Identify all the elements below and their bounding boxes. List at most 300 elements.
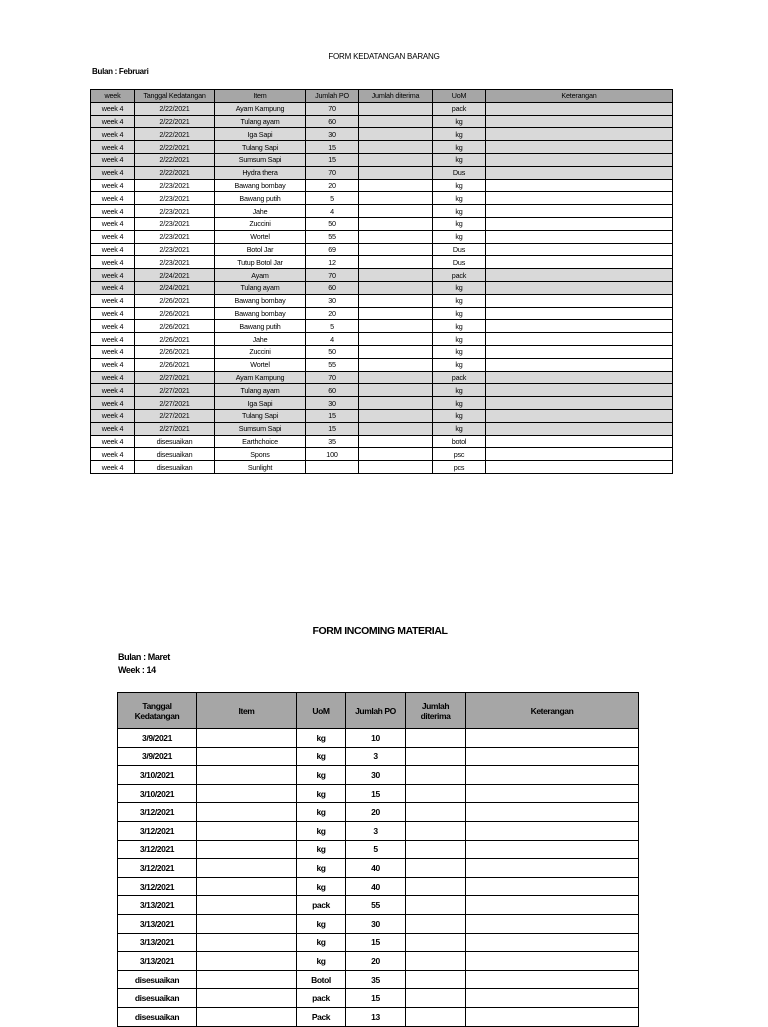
- cell-uom: kg: [433, 217, 486, 230]
- cell-tanggal-kedatangan: disesuaikan: [118, 989, 197, 1008]
- cell-tanggal-kedatangan: 2/22/2021: [135, 153, 215, 166]
- cell-tanggal-kedatangan: 3/10/2021: [118, 766, 197, 785]
- cell-keterangan: [466, 896, 639, 915]
- cell-item: Botol Jar: [215, 243, 306, 256]
- cell-jumlah-po: 15: [346, 784, 406, 803]
- cell-jumlah-diterima: [406, 914, 466, 933]
- table-row: [91, 153, 673, 166]
- table-row: [91, 371, 673, 384]
- cell-uom: kg: [297, 803, 346, 822]
- cell-jumlah-po: 55: [306, 230, 359, 243]
- cell-uom: pack: [297, 989, 346, 1008]
- cell-tanggal-kedatangan: 2/26/2021: [135, 345, 215, 358]
- cell-jumlah-po: 3: [346, 747, 406, 766]
- table-row: [118, 896, 639, 915]
- cell-jumlah-diterima: [359, 115, 433, 128]
- cell-jumlah-po: 60: [306, 384, 359, 397]
- cell-tanggal-kedatangan: disesuaikan: [135, 461, 215, 474]
- cell-week: week 4: [91, 294, 135, 307]
- cell-uom: kg: [297, 729, 346, 748]
- cell-jumlah-diterima: [406, 1007, 466, 1026]
- table-row: [118, 914, 639, 933]
- cell-jumlah-diterima: [359, 281, 433, 294]
- table-row: [91, 422, 673, 435]
- cell-tanggal-kedatangan: 2/24/2021: [135, 281, 215, 294]
- table-row: [91, 115, 673, 128]
- cell-uom: kg: [433, 281, 486, 294]
- table-row: [91, 102, 673, 115]
- form2-title: FORM INCOMING MATERIAL: [312, 625, 448, 637]
- cell-tanggal-kedatangan: 2/23/2021: [135, 179, 215, 192]
- cell-jumlah-diterima: [359, 141, 433, 154]
- form2-header-row: [118, 693, 639, 729]
- header-jumlah-diterima: Jumlah diterima: [359, 90, 433, 103]
- cell-keterangan: [486, 166, 673, 179]
- cell-uom: kg: [433, 115, 486, 128]
- cell-jumlah-po: 15: [306, 422, 359, 435]
- cell-keterangan: [466, 933, 639, 952]
- cell-keterangan: [486, 409, 673, 422]
- cell-tanggal-kedatangan: 3/12/2021: [118, 877, 197, 896]
- cell-uom: kg: [297, 933, 346, 952]
- cell-uom: kg: [297, 766, 346, 785]
- cell-uom: kg: [433, 358, 486, 371]
- cell-week: week 4: [91, 166, 135, 179]
- cell-jumlah-diterima: [359, 461, 433, 474]
- cell-keterangan: [486, 217, 673, 230]
- cell-keterangan: [466, 914, 639, 933]
- cell-jumlah-po: 15: [306, 409, 359, 422]
- cell-jumlah-diterima: [406, 896, 466, 915]
- cell-week: week 4: [91, 256, 135, 269]
- cell-week: week 4: [91, 320, 135, 333]
- cell-item: Tulang ayam: [215, 115, 306, 128]
- cell-tanggal-kedatangan: 3/13/2021: [118, 952, 197, 971]
- cell-jumlah-po: 12: [306, 256, 359, 269]
- table-row: [91, 435, 673, 448]
- cell-tanggal-kedatangan: 3/9/2021: [118, 747, 197, 766]
- cell-jumlah-diterima: [406, 821, 466, 840]
- header-week: week: [91, 90, 135, 103]
- cell-week: week 4: [91, 205, 135, 218]
- cell-uom: psc: [433, 448, 486, 461]
- cell-tanggal-kedatangan: 2/27/2021: [135, 422, 215, 435]
- cell-item: [197, 914, 297, 933]
- cell-uom: kg: [433, 320, 486, 333]
- cell-item: [197, 840, 297, 859]
- cell-week: week 4: [91, 371, 135, 384]
- cell-item: Ayam Kampung: [215, 371, 306, 384]
- table-row: [118, 1007, 639, 1026]
- cell-jumlah-diterima: [406, 766, 466, 785]
- cell-keterangan: [486, 128, 673, 141]
- cell-tanggal-kedatangan: 2/27/2021: [135, 384, 215, 397]
- cell-item: Ayam: [215, 269, 306, 282]
- cell-keterangan: [486, 307, 673, 320]
- cell-item: [197, 859, 297, 878]
- table-row: [118, 784, 639, 803]
- cell-tanggal-kedatangan: disesuaikan: [118, 1007, 197, 1026]
- cell-keterangan: [486, 256, 673, 269]
- cell-tanggal-kedatangan: 2/22/2021: [135, 115, 215, 128]
- cell-tanggal-kedatangan: disesuaikan: [135, 448, 215, 461]
- table-row: [118, 747, 639, 766]
- cell-jumlah-po: 30: [346, 766, 406, 785]
- cell-jumlah-po: 70: [306, 166, 359, 179]
- cell-jumlah-po: 5: [306, 320, 359, 333]
- cell-item: [197, 803, 297, 822]
- cell-jumlah-po: 50: [306, 345, 359, 358]
- cell-item: Sunlight: [215, 461, 306, 474]
- cell-jumlah-po: 50: [306, 217, 359, 230]
- cell-keterangan: [486, 102, 673, 115]
- cell-jumlah-po: 69: [306, 243, 359, 256]
- cell-tanggal-kedatangan: 2/27/2021: [135, 409, 215, 422]
- cell-keterangan: [486, 333, 673, 346]
- cell-tanggal-kedatangan: 2/26/2021: [135, 358, 215, 371]
- cell-keterangan: [486, 179, 673, 192]
- cell-uom: pack: [433, 371, 486, 384]
- cell-jumlah-po: 3: [346, 821, 406, 840]
- cell-tanggal-kedatangan: 2/23/2021: [135, 243, 215, 256]
- cell-jumlah-po: 20: [346, 952, 406, 971]
- cell-item: Sumsum Sapi: [215, 422, 306, 435]
- table-row: [118, 989, 639, 1008]
- cell-tanggal-kedatangan: 2/23/2021: [135, 192, 215, 205]
- cell-jumlah-po: 70: [306, 371, 359, 384]
- cell-jumlah-diterima: [359, 243, 433, 256]
- cell-keterangan: [486, 192, 673, 205]
- cell-week: week 4: [91, 128, 135, 141]
- cell-item: [197, 952, 297, 971]
- cell-jumlah-po: 100: [306, 448, 359, 461]
- cell-uom: Dus: [433, 166, 486, 179]
- table-row: [118, 970, 639, 989]
- cell-uom: Dus: [433, 243, 486, 256]
- cell-item: [197, 784, 297, 803]
- cell-uom: kg: [433, 345, 486, 358]
- cell-jumlah-po: 35: [346, 970, 406, 989]
- cell-jumlah-po: 20: [306, 179, 359, 192]
- header-keterangan: Keterangan: [486, 90, 673, 103]
- cell-jumlah-po: 55: [306, 358, 359, 371]
- cell-uom: kg: [433, 307, 486, 320]
- cell-keterangan: [466, 821, 639, 840]
- cell-jumlah-diterima: [359, 205, 433, 218]
- table-row: [91, 307, 673, 320]
- table-row: [118, 821, 639, 840]
- cell-jumlah-diterima: [359, 294, 433, 307]
- cell-jumlah-diterima: [406, 729, 466, 748]
- cell-tanggal-kedatangan: 3/12/2021: [118, 803, 197, 822]
- form1-title: FORM KEDATANGAN BARANG: [328, 52, 440, 61]
- header-jumlah-diterima: Jumlah diterima: [406, 693, 466, 729]
- cell-item: [197, 933, 297, 952]
- cell-item: Wortel: [215, 230, 306, 243]
- cell-item: Bawang putih: [215, 192, 306, 205]
- header-jumlah-po: Jumlah PO: [346, 693, 406, 729]
- header-jumlah-po: Jumlah PO: [306, 90, 359, 103]
- cell-item: Tulang Sapi: [215, 409, 306, 422]
- cell-tanggal-kedatangan: 2/23/2021: [135, 256, 215, 269]
- cell-uom: pack: [433, 269, 486, 282]
- cell-jumlah-diterima: [359, 217, 433, 230]
- cell-jumlah-diterima: [359, 153, 433, 166]
- cell-keterangan: [466, 970, 639, 989]
- cell-keterangan: [486, 243, 673, 256]
- form1-table: [90, 89, 673, 474]
- cell-jumlah-diterima: [406, 803, 466, 822]
- form1-header-row: [91, 90, 673, 103]
- cell-keterangan: [466, 784, 639, 803]
- cell-item: [197, 970, 297, 989]
- cell-jumlah-diterima: [359, 192, 433, 205]
- cell-uom: kg: [433, 141, 486, 154]
- cell-tanggal-kedatangan: disesuaikan: [118, 970, 197, 989]
- cell-jumlah-po: 4: [306, 333, 359, 346]
- cell-tanggal-kedatangan: 2/26/2021: [135, 320, 215, 333]
- cell-tanggal-kedatangan: 2/22/2021: [135, 141, 215, 154]
- header-item: Item: [197, 693, 297, 729]
- cell-keterangan: [466, 747, 639, 766]
- cell-jumlah-po: 4: [306, 205, 359, 218]
- cell-uom: kg: [433, 397, 486, 410]
- cell-tanggal-kedatangan: 3/9/2021: [118, 729, 197, 748]
- cell-jumlah-diterima: [359, 345, 433, 358]
- cell-jumlah-diterima: [359, 128, 433, 141]
- cell-uom: kg: [433, 230, 486, 243]
- table-row: [91, 166, 673, 179]
- cell-week: week 4: [91, 230, 135, 243]
- cell-jumlah-po: 5: [346, 840, 406, 859]
- cell-keterangan: [486, 371, 673, 384]
- table-row: [91, 192, 673, 205]
- cell-jumlah-po: 40: [346, 859, 406, 878]
- cell-tanggal-kedatangan: 2/22/2021: [135, 128, 215, 141]
- cell-week: week 4: [91, 243, 135, 256]
- cell-item: [197, 729, 297, 748]
- cell-keterangan: [466, 952, 639, 971]
- cell-tanggal-kedatangan: 3/13/2021: [118, 914, 197, 933]
- cell-jumlah-po: 15: [306, 153, 359, 166]
- cell-jumlah-diterima: [359, 166, 433, 179]
- table-row: [118, 933, 639, 952]
- table-row: [91, 358, 673, 371]
- cell-uom: kg: [433, 128, 486, 141]
- table-row: [91, 217, 673, 230]
- cell-uom: kg: [433, 294, 486, 307]
- cell-uom: kg: [297, 859, 346, 878]
- cell-jumlah-po: 20: [346, 803, 406, 822]
- form2-month-label: Bulan : Maret: [118, 652, 170, 662]
- cell-week: week 4: [91, 358, 135, 371]
- cell-item: Bawang bombay: [215, 179, 306, 192]
- cell-tanggal-kedatangan: disesuaikan: [135, 435, 215, 448]
- cell-tanggal-kedatangan: 3/13/2021: [118, 896, 197, 915]
- cell-tanggal-kedatangan: 2/22/2021: [135, 166, 215, 179]
- cell-week: week 4: [91, 435, 135, 448]
- cell-jumlah-po: 15: [346, 933, 406, 952]
- cell-keterangan: [486, 435, 673, 448]
- header-keterangan: Keterangan: [466, 693, 639, 729]
- cell-tanggal-kedatangan: 3/12/2021: [118, 840, 197, 859]
- cell-item: [197, 821, 297, 840]
- cell-jumlah-diterima: [406, 784, 466, 803]
- table-row: [118, 803, 639, 822]
- cell-week: week 4: [91, 269, 135, 282]
- cell-jumlah-po: 60: [306, 281, 359, 294]
- cell-uom: kg: [433, 205, 486, 218]
- cell-item: Tutup Botol Jar: [215, 256, 306, 269]
- cell-tanggal-kedatangan: 3/13/2021: [118, 933, 197, 952]
- cell-uom: kg: [433, 409, 486, 422]
- cell-jumlah-po: 15: [306, 141, 359, 154]
- cell-jumlah-diterima: [406, 933, 466, 952]
- cell-jumlah-diterima: [359, 422, 433, 435]
- cell-jumlah-po: 70: [306, 269, 359, 282]
- cell-uom: Dus: [433, 256, 486, 269]
- cell-uom: pack: [433, 102, 486, 115]
- cell-jumlah-po: 10: [346, 729, 406, 748]
- cell-jumlah-diterima: [359, 448, 433, 461]
- cell-tanggal-kedatangan: 2/26/2021: [135, 333, 215, 346]
- cell-keterangan: [466, 766, 639, 785]
- cell-jumlah-po: 13: [346, 1007, 406, 1026]
- cell-item: Bawang bombay: [215, 307, 306, 320]
- table-row: [91, 409, 673, 422]
- table-row: [91, 243, 673, 256]
- table-row: [91, 230, 673, 243]
- cell-item: Ayam Kampung: [215, 102, 306, 115]
- cell-keterangan: [466, 1007, 639, 1026]
- cell-jumlah-po: 20: [306, 307, 359, 320]
- cell-jumlah-diterima: [359, 179, 433, 192]
- cell-week: week 4: [91, 422, 135, 435]
- cell-tanggal-kedatangan: 2/23/2021: [135, 217, 215, 230]
- cell-week: week 4: [91, 115, 135, 128]
- cell-week: week 4: [91, 461, 135, 474]
- cell-keterangan: [466, 729, 639, 748]
- cell-jumlah-po: 70: [306, 102, 359, 115]
- cell-jumlah-po: 55: [346, 896, 406, 915]
- cell-week: week 4: [91, 192, 135, 205]
- form2-week-label: Week : 14: [118, 665, 156, 675]
- cell-uom: kg: [297, 747, 346, 766]
- table-row: [91, 281, 673, 294]
- cell-jumlah-diterima: [406, 877, 466, 896]
- cell-keterangan: [486, 397, 673, 410]
- table-row: [91, 128, 673, 141]
- cell-item: Tulang Sapi: [215, 141, 306, 154]
- cell-week: week 4: [91, 153, 135, 166]
- cell-item: Tulang ayam: [215, 281, 306, 294]
- cell-jumlah-po: 30: [346, 914, 406, 933]
- cell-tanggal-kedatangan: 3/12/2021: [118, 821, 197, 840]
- cell-jumlah-po: 60: [306, 115, 359, 128]
- table-row: [91, 205, 673, 218]
- cell-jumlah-diterima: [359, 269, 433, 282]
- cell-jumlah-diterima: [359, 435, 433, 448]
- cell-jumlah-diterima: [359, 409, 433, 422]
- cell-jumlah-diterima: [359, 230, 433, 243]
- cell-week: week 4: [91, 307, 135, 320]
- cell-jumlah-diterima: [359, 384, 433, 397]
- cell-keterangan: [486, 384, 673, 397]
- cell-jumlah-po: [306, 461, 359, 474]
- cell-week: week 4: [91, 409, 135, 422]
- cell-week: week 4: [91, 397, 135, 410]
- cell-week: week 4: [91, 384, 135, 397]
- cell-tanggal-kedatangan: 2/24/2021: [135, 269, 215, 282]
- table-row: [118, 766, 639, 785]
- cell-item: [197, 989, 297, 1008]
- cell-jumlah-diterima: [359, 371, 433, 384]
- cell-jumlah-po: 30: [306, 397, 359, 410]
- cell-keterangan: [466, 840, 639, 859]
- cell-item: Zuccini: [215, 217, 306, 230]
- cell-jumlah-diterima: [406, 952, 466, 971]
- cell-week: week 4: [91, 333, 135, 346]
- table-row: [118, 840, 639, 859]
- table-row: [118, 952, 639, 971]
- cell-jumlah-po: 30: [306, 294, 359, 307]
- cell-item: Sumsum Sapi: [215, 153, 306, 166]
- cell-tanggal-kedatangan: 2/23/2021: [135, 230, 215, 243]
- cell-uom: kg: [433, 333, 486, 346]
- table-row: [91, 345, 673, 358]
- cell-item: Jahe: [215, 205, 306, 218]
- table-row: [91, 397, 673, 410]
- cell-keterangan: [486, 461, 673, 474]
- cell-jumlah-diterima: [359, 256, 433, 269]
- cell-item: Jahe: [215, 333, 306, 346]
- cell-item: Tulang ayam: [215, 384, 306, 397]
- cell-jumlah-diterima: [359, 102, 433, 115]
- cell-keterangan: [486, 320, 673, 333]
- cell-item: [197, 766, 297, 785]
- table-row: [91, 461, 673, 474]
- table-row: [118, 859, 639, 878]
- cell-uom: Botol: [297, 970, 346, 989]
- cell-jumlah-po: 5: [306, 192, 359, 205]
- table-row: [91, 384, 673, 397]
- cell-tanggal-kedatangan: 2/23/2021: [135, 205, 215, 218]
- cell-keterangan: [486, 269, 673, 282]
- cell-item: [197, 747, 297, 766]
- cell-uom: kg: [297, 952, 346, 971]
- cell-item: Hydra thera: [215, 166, 306, 179]
- form1-month-label: Bulan : Februari: [92, 67, 149, 76]
- cell-uom: kg: [297, 914, 346, 933]
- cell-tanggal-kedatangan: 2/27/2021: [135, 371, 215, 384]
- cell-tanggal-kedatangan: 3/10/2021: [118, 784, 197, 803]
- cell-week: week 4: [91, 345, 135, 358]
- cell-uom: kg: [297, 784, 346, 803]
- cell-jumlah-diterima: [406, 970, 466, 989]
- cell-item: Iga Sapi: [215, 128, 306, 141]
- cell-jumlah-diterima: [359, 397, 433, 410]
- cell-week: week 4: [91, 217, 135, 230]
- cell-week: week 4: [91, 102, 135, 115]
- cell-keterangan: [486, 115, 673, 128]
- cell-tanggal-kedatangan: 2/27/2021: [135, 397, 215, 410]
- cell-uom: kg: [433, 422, 486, 435]
- cell-jumlah-diterima: [359, 333, 433, 346]
- cell-keterangan: [486, 205, 673, 218]
- cell-item: [197, 896, 297, 915]
- cell-week: week 4: [91, 281, 135, 294]
- cell-keterangan: [486, 422, 673, 435]
